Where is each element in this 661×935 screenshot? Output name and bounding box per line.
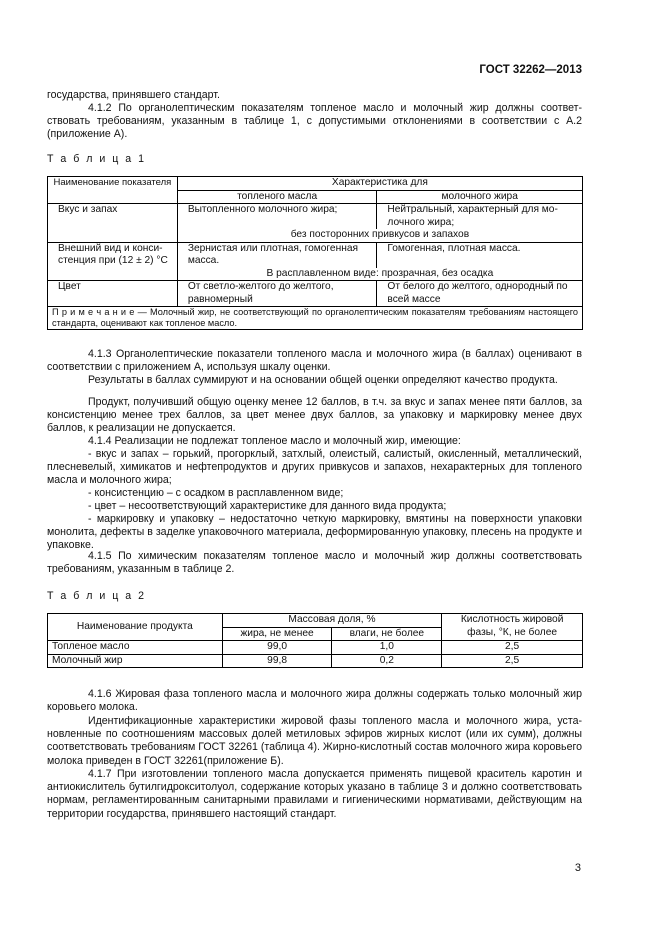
paragraph-4-1-2: 4.1.2 По органолептическим показателям топленое масло и молочный жир должны соответствовать требованиям, указанным в таблице 1, с допустимыми отклонениями в соответствии с А.2 (приложение А). [47,102,582,141]
paragraph-4-1-7: 4.1.7 При изготовлении топленого масла допускается применять пищевой краситель каротин и антиокислитель бутилгидрокситолуол, содержание которых указано в таблице 3 и должно соответствовать нормам, регламентированным санитарными правилами и гигиеническими нормативами, действующим на территории государства, принявшего настоящий стандарт. [47,768,582,820]
paragraph-4-1-3: 4.1.3 Органолептические показатели топленого масла и молочного жира (в баллах) оценивают в соответствии с приложением А, используя шкалу оценки. [47,348,582,374]
t1-r1-name: Вкус и запах [48,204,178,243]
paragraph-4-1-6: 4.1.6 Жировая фаза топленого масла и молочного жира должны содержать только молочный жир коровьего молока. [47,688,582,714]
t1-r3-c1: От светло-желтого до желтого, равномерный [177,281,377,307]
page-number: 3 [574,862,581,874]
list-item: - консистенцию – с осадком в расплавленном виде; [88,487,344,499]
t2-r2-moist: 0,2 [332,654,442,668]
document-header: ГОСТ 32262—2013 [479,64,582,76]
t2-r1-acid: 2,5 [442,641,583,655]
t2-r1-fat: 99,0 [222,641,332,655]
list-item: - цвет – несоответствующий характеристике для данного вида продукта; [88,500,447,512]
t2-r1-name: Топленое масло [48,641,223,655]
table2-caption: Т а б л и ц а 2 [47,590,146,602]
table1-caption: Т а б л и ц а 1 [47,153,146,165]
t1-note-text: — Молочный жир, не соответствующий по органолептическим показателям требованиям настоящего стандарта, оценивают как топленое масло. [52,307,578,328]
t1-note-label: П р и м е ч а н и е [52,307,135,317]
table-row [48,654,583,668]
paragraph-4-1-5: 4.1.5 По химическим показателям топленое масло и молочный жир должны соответствовать требованиям, указанным в таблице 2. [47,550,582,576]
t2-head-name: Наименование продукта [48,614,223,641]
t1-head-char: Характеристика для [177,177,582,191]
paragraph: Продукт, получивший общую оценку менее 12 баллов, в т.ч. за вкус и запах менее пяти баллов, за консистенцию менее трех баллов, за цвет менее двух баллов, за упаковку и маркировку менее двух баллов, к реализации не допускается. [47,396,582,435]
t1-head-name: Наименование показателя [48,177,178,204]
t2-head-mass: Массовая доля, % [222,614,442,628]
t1-r2-c2: Гомогенная, плотная масса. [377,242,583,268]
t1-r2-name: Внешний вид и консистенция при (12 ± 2) °С [48,242,178,281]
t2-r2-fat: 99,8 [222,654,332,668]
t1-r3-c2: От белого до желтого, однородный по всей массе [377,281,583,307]
paragraph: Результаты в баллах суммируют и на основании общей оценки определяют качество продукта. [88,374,558,386]
t2-r2-name: Молочный жир [48,654,223,668]
t1-r2-c1: Зернистая или плотная, гомогенная масса. [177,242,377,268]
paragraph-4-1-4: 4.1.4 Реализации не подлежат топленое масло и молочный жир, имеющие: [88,435,461,447]
t2-head-acid: Кислотность жировой фазы, °К, не более [442,614,583,641]
t1-r2-common: В расплавленном виде: прозрачная, без осадка [177,268,582,281]
t2-head-moist: влаги, не более [332,627,442,641]
t2-head-fat: жира, не менее [222,627,332,641]
list-item: - вкус и запах – горький, прогорклый, затхлый, олеистый, салистый, окисленный, металлический, плесневелый, химикатов и нефтепродуктов и других привкусов и запахов, нехарактерных для топленого масла и молочного жира; [47,448,582,487]
paragraph: Идентификационные характеристики жировой фазы топленого масла и молочного жира, установленные по соотношениям массовых долей метиловых эфиров жирных кислот (или их сумм), должны соответствовать требованиям ГОСТ 32261 (таблица 4). Жирно-кислотный состав молочного жира коровьего молока приведен в ГОСТ 32261(приложение Б). [47,715,582,767]
table-1 [47,176,583,330]
t1-head-col2: молочного жира [377,190,583,204]
t1-r1-c1: Вытопленного молочного жира; [177,204,377,230]
table-row [48,641,583,655]
paragraph: государства, принявшего стандарт. [47,89,220,101]
t1-note [48,307,583,330]
t1-r1-common: без посторонних привкусов и запахов [177,229,582,242]
t1-r1-c2: Нейтральный, характерный для молочного жира; [377,204,583,230]
t2-r1-moist: 1,0 [332,641,442,655]
t1-r3-name: Цвет [48,281,178,307]
list-item: - маркировку и упаковку – недостаточно четкую маркировку, вмятины на поверхности упаковки монолита, дефекты в заделке упаковочного материала, деформированную упаковку, плесень на продукте и упаковке. [47,513,582,552]
t2-r2-acid: 2,5 [442,654,583,668]
table-2 [47,613,583,668]
t1-head-col1: топленого масла [177,190,377,204]
